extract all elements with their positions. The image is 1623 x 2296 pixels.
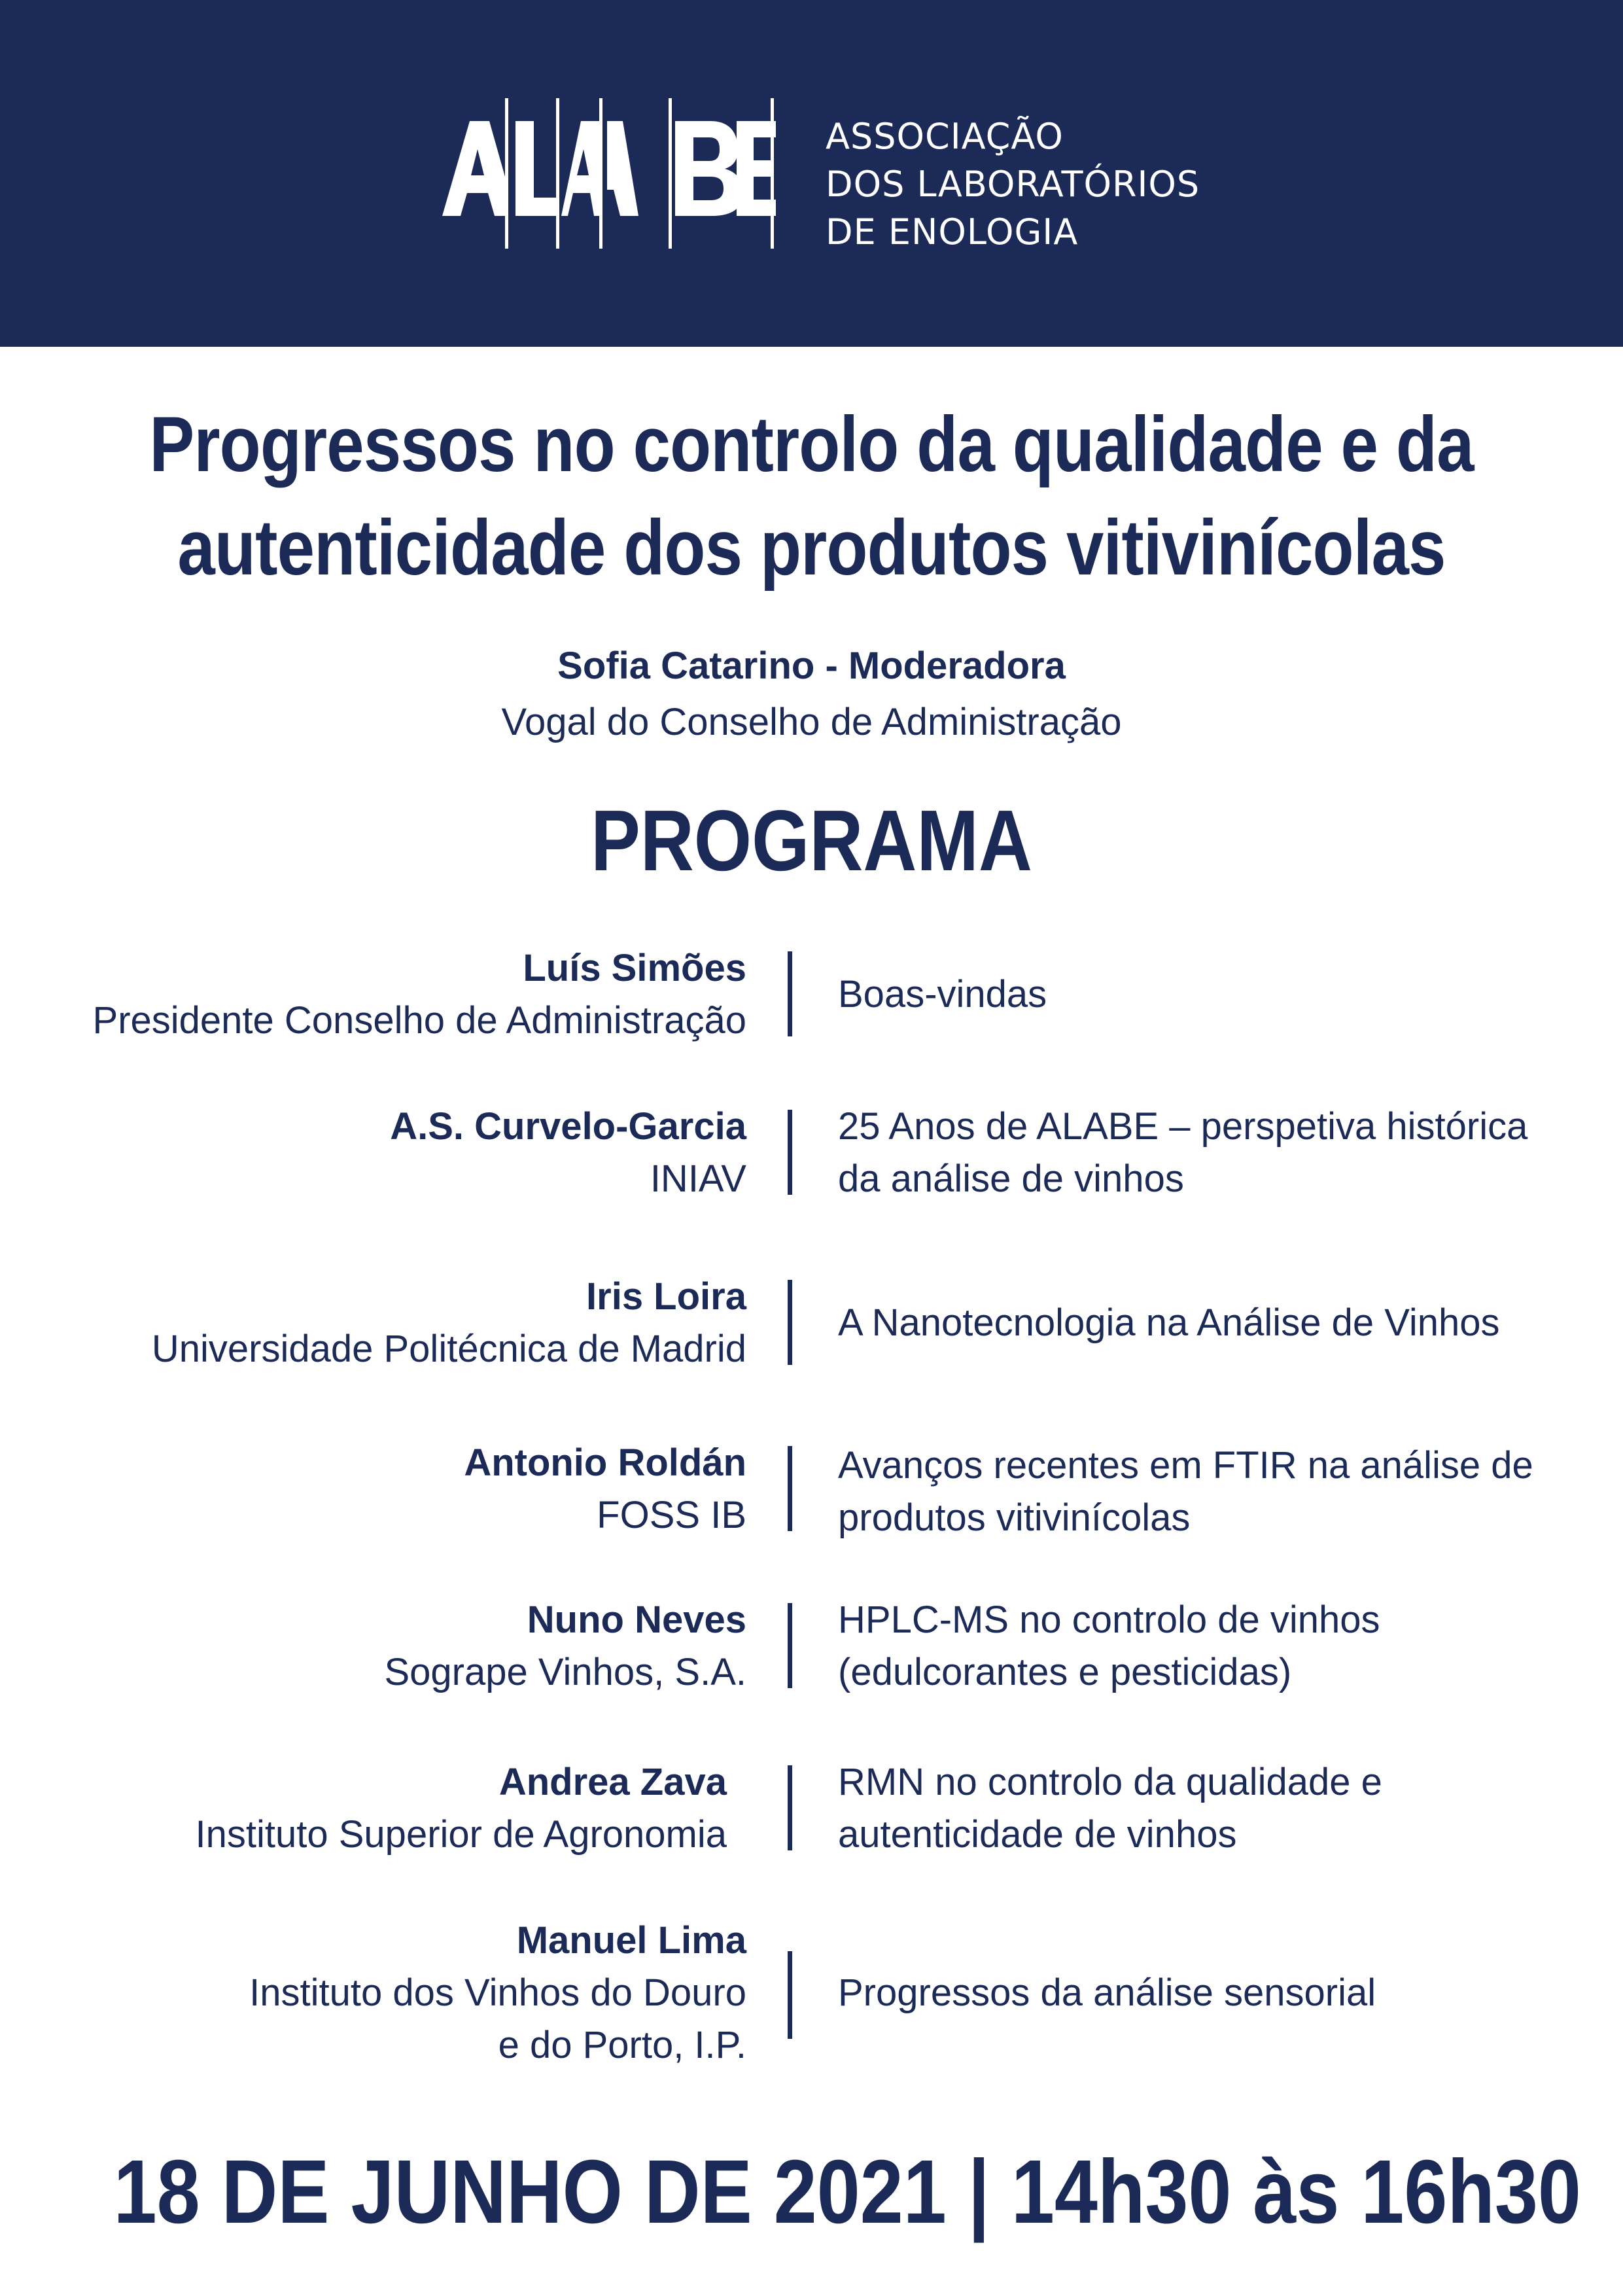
topic-line: autenticidade de vinhos <box>838 1813 1237 1856</box>
speaker <box>464 1437 746 1542</box>
divider-line <box>788 1280 792 1365</box>
speaker-affiliation: INIAV <box>650 1157 746 1200</box>
alabe-logo <box>442 98 776 249</box>
speaker-name: Luís Simões <box>523 947 746 989</box>
speaker-name: Manuel Lima <box>516 1919 746 1962</box>
speaker-affiliation: FOSS IB <box>597 1494 746 1536</box>
talk-topic <box>838 1756 1382 1861</box>
programa-heading: PROGRAMA <box>591 792 1032 889</box>
speaker-name: Iris Loira <box>586 1275 746 1318</box>
speaker-affiliation: Universidade Politécnica de Madrid <box>151 1328 746 1370</box>
topic-line: (edulcorantes e pesticidas) <box>838 1651 1292 1693</box>
topic-line: Progressos da análise sensorial <box>838 1971 1376 2014</box>
speaker-name: Antonio Roldán <box>464 1441 746 1484</box>
header-banner <box>0 0 1623 347</box>
divider-line <box>788 1446 792 1531</box>
divider-line <box>788 951 792 1036</box>
divider-line <box>788 1110 792 1195</box>
speaker-affiliation: Sogrape Vinhos, S.A. <box>384 1651 746 1693</box>
event-date-time: 18 DE JUNHO DE 2021 | 14h30 às 16h30 <box>113 2142 1581 2242</box>
moderator-role: Vogal do Conselho de Administração <box>501 701 1122 743</box>
speaker <box>93 942 746 1047</box>
divider-line <box>788 1765 792 1850</box>
moderator-name: Sofia Catarino - Moderadora <box>557 645 1066 687</box>
speaker <box>152 1271 746 1375</box>
speaker-name: Nuno Neves <box>527 1598 746 1641</box>
speaker-affiliation: e do Porto, I.P. <box>498 2024 746 2066</box>
topic-line: HPLC-MS no controlo de vinhos <box>838 1598 1380 1641</box>
talk-topic <box>838 968 1047 1021</box>
topic-line: 25 Anos de ALABE – perspetiva histórica <box>838 1105 1528 1148</box>
title-line-2: autenticidade dos produtos vitivinícolas <box>177 504 1446 592</box>
assoc-line-3: DE ENOLOGIA <box>826 211 1079 253</box>
divider-line <box>788 1603 792 1688</box>
talk-topic <box>838 1101 1527 1205</box>
topic-line: da análise de vinhos <box>838 1157 1184 1200</box>
title-line-1: Progressos no controlo da qualidade e da <box>149 400 1474 488</box>
moderator-block <box>0 638 1623 751</box>
speaker-name: A.S. Curvelo-Garcia <box>390 1105 746 1148</box>
speaker-affiliation: Presidente Conselho de Administração <box>92 999 746 1042</box>
topic-line: A Nanotecnologia na Análise de Vinhos <box>838 1301 1500 1344</box>
speaker <box>384 1594 746 1699</box>
speaker-affiliation: Instituto dos Vinhos do Douro <box>249 1971 746 2014</box>
topic-line: Avanços recentes em FTIR na análise de <box>838 1444 1533 1487</box>
talk-topic <box>838 1594 1380 1699</box>
divider-line <box>788 1951 792 2039</box>
talk-topic <box>838 1297 1500 1349</box>
assoc-line-1: ASSOCIAÇÃO <box>826 116 1064 157</box>
talk-topic <box>838 1439 1533 1544</box>
speaker <box>196 1756 727 1861</box>
speaker <box>249 1915 746 2072</box>
event-title <box>114 393 1510 599</box>
topic-line: produtos vitivinícolas <box>838 1496 1191 1539</box>
topic-line: Boas-vindas <box>838 973 1047 1016</box>
topic-line: RMN no controlo da qualidade e <box>838 1761 1382 1803</box>
assoc-line-2: DOS LABORATÓRIOS <box>826 164 1200 205</box>
talk-topic <box>838 1967 1376 2019</box>
speaker-name: Andrea Zava <box>498 1761 727 1803</box>
association-name <box>826 113 1200 256</box>
speaker <box>390 1101 746 1205</box>
speaker-affiliation: Instituto Superior de Agronomia <box>195 1813 727 1856</box>
